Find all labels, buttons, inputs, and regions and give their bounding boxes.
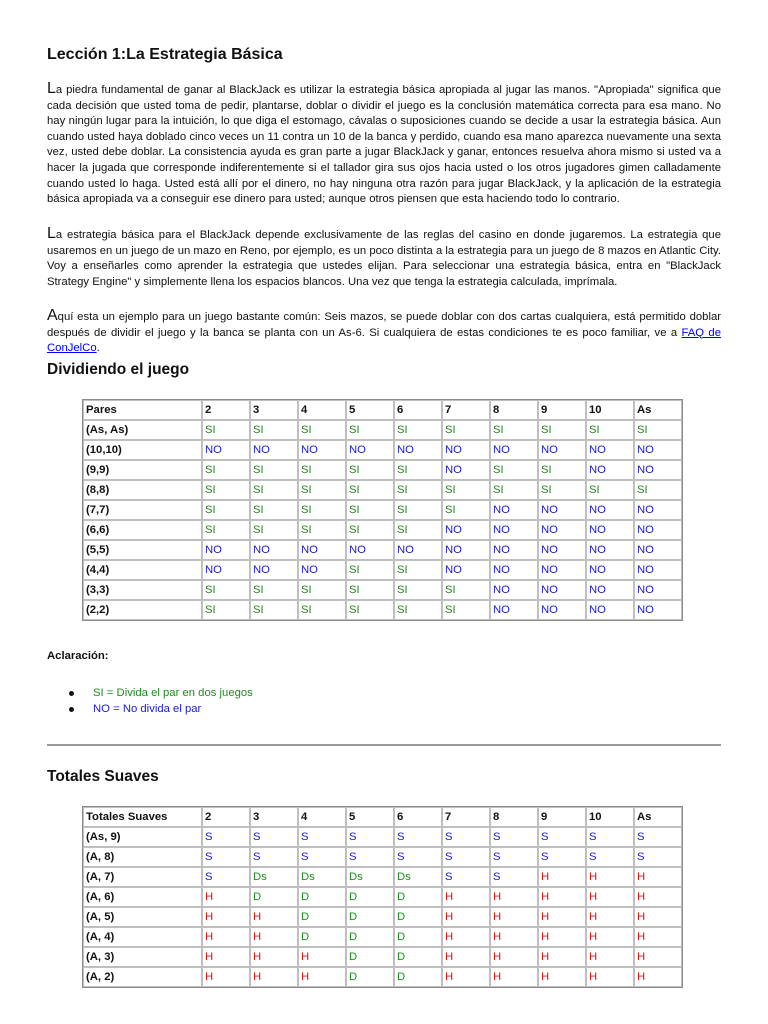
table-row: [83, 420, 682, 440]
table-cell: NO: [538, 440, 586, 460]
legend-item-si: [69, 685, 253, 701]
legend-text: SI = Divida el par en dos juegos: [93, 687, 253, 699]
table-cell: NO: [586, 520, 634, 540]
section-divider: [47, 744, 721, 746]
table-cell: D: [346, 947, 394, 967]
row-hand: (5,5): [83, 540, 202, 560]
table-cell: NO: [634, 460, 682, 480]
table-cell: S: [442, 847, 490, 867]
table-cell: H: [586, 867, 634, 887]
faq-link[interactable]: FAQ de ConJelCo: [47, 326, 721, 355]
table-cell: D: [298, 907, 346, 927]
table-cell: H: [634, 907, 682, 927]
header-dealer-card: 5: [346, 807, 394, 827]
table-row: [83, 867, 682, 887]
table-cell: S: [634, 827, 682, 847]
header-dealer-card: 6: [394, 807, 442, 827]
table-cell: NO: [490, 440, 538, 460]
table-row: [83, 947, 682, 967]
table-cell: H: [538, 967, 586, 987]
table-cell: SI: [202, 500, 250, 520]
table-cell: D: [298, 927, 346, 947]
table-cell: H: [490, 947, 538, 967]
table-cell: SI: [586, 480, 634, 500]
table-cell: S: [250, 847, 298, 867]
soft-totals-table: [82, 806, 683, 988]
table-cell: SI: [346, 420, 394, 440]
table-cell: H: [634, 867, 682, 887]
table-cell: NO: [394, 440, 442, 460]
table-cell: SI: [298, 460, 346, 480]
table-cell: NO: [250, 560, 298, 580]
table-cell: SI: [346, 520, 394, 540]
table-row: [83, 887, 682, 907]
table-cell: S: [346, 827, 394, 847]
table-cell: S: [538, 827, 586, 847]
table-cell: SI: [202, 480, 250, 500]
table-cell: SI: [250, 600, 298, 620]
table-cell: SI: [538, 420, 586, 440]
table-cell: SI: [394, 500, 442, 520]
table-cell: SI: [490, 420, 538, 440]
table-cell: NO: [202, 540, 250, 560]
table-cell: H: [490, 907, 538, 927]
table-cell: Ds: [298, 867, 346, 887]
table-cell: SI: [250, 520, 298, 540]
table-row: [83, 560, 682, 580]
table-cell: H: [586, 947, 634, 967]
paragraph-example: [47, 307, 721, 357]
header-dealer-card: 10: [586, 807, 634, 827]
paragraph-text: a piedra fundamental de ganar al BlackJack es utilizar la estrategia básica apropiada al jugar las manos. "Apropiada" significa que cada decisión que usted toma de pedir, plantarse, doblar o dividir el juego es la conclusión matemática correcta para esa mano. No hay ningún lugar para la intuición, lo que diga el estomago, cávalas o suposiciones cuando se decide a usar la estrategia básica. Aun cuando usted haya doblado cinco veces un 11 contra un 10 de la banca y perdido, cuando esa mano aparezca nuevamente una sexta vez, usted debe doblar. La consistencia ayuda es gran parte a jugar BlackJack y ganar, entonces resuelva ahora mismo si usted va a hacer la jugada que corresponde indiferentemente si el tallador gira sus ojos hacia usted o los otros jugadores gimen calladamente cuando usted lo haga. Usted está allí por el dinero, no hay ninguna otra razón para jugar BlackJack, y la aplicación de la estrategia básica apropiada va a conseguir ese dinero para usted; aunque otros piensen que esta haciendo todo lo contrario.: [47, 84, 721, 206]
row-hand: (4,4): [83, 560, 202, 580]
table-cell: SI: [538, 460, 586, 480]
table-cell: SI: [394, 600, 442, 620]
header-dealer-card: 4: [298, 400, 346, 420]
table-cell: NO: [490, 580, 538, 600]
table-cell: H: [442, 967, 490, 987]
header-dealer-card: 10: [586, 400, 634, 420]
table-cell: SI: [346, 580, 394, 600]
table-cell: NO: [442, 460, 490, 480]
table-cell: S: [394, 827, 442, 847]
table-cell: SI: [442, 500, 490, 520]
table-cell: D: [346, 887, 394, 907]
table-cell: NO: [634, 440, 682, 460]
table-row: [83, 500, 682, 520]
row-hand: (A, 3): [83, 947, 202, 967]
row-hand: (2,2): [83, 600, 202, 620]
table-cell: NO: [442, 560, 490, 580]
soft-section-title: Totales Suaves: [47, 768, 159, 785]
table-cell: NO: [538, 560, 586, 580]
table-cell: H: [586, 907, 634, 927]
table-cell: H: [202, 947, 250, 967]
table-cell: SI: [298, 420, 346, 440]
table-cell: SI: [202, 420, 250, 440]
table-cell: SI: [298, 580, 346, 600]
table-cell: NO: [250, 440, 298, 460]
table-cell: SI: [394, 420, 442, 440]
table-row: [83, 580, 682, 600]
table-cell: SI: [346, 480, 394, 500]
table-row: [83, 927, 682, 947]
table-cell: NO: [634, 580, 682, 600]
table-cell: S: [202, 827, 250, 847]
header-dealer-card: 8: [490, 400, 538, 420]
table-cell: SI: [586, 420, 634, 440]
table-cell: H: [634, 967, 682, 987]
table-cell: SI: [634, 480, 682, 500]
table-cell: H: [298, 947, 346, 967]
table-cell: NO: [538, 540, 586, 560]
header-dealer-card: 8: [490, 807, 538, 827]
table-cell: D: [250, 887, 298, 907]
table-row: [83, 540, 682, 560]
row-hand: (7,7): [83, 500, 202, 520]
table-cell: H: [250, 967, 298, 987]
table-cell: D: [394, 947, 442, 967]
row-hand: (8,8): [83, 480, 202, 500]
table-cell: SI: [250, 460, 298, 480]
table-cell: NO: [442, 540, 490, 560]
header-dealer-card: 3: [250, 400, 298, 420]
table-cell: NO: [538, 520, 586, 540]
table-cell: H: [586, 887, 634, 907]
table-cell: SI: [298, 480, 346, 500]
table-cell: SI: [346, 460, 394, 480]
table-cell: D: [394, 927, 442, 947]
header-dealer-card: 7: [442, 807, 490, 827]
table-cell: H: [442, 947, 490, 967]
table-cell: H: [634, 927, 682, 947]
header-dealer-card: 2: [202, 400, 250, 420]
table-cell: D: [346, 907, 394, 927]
table-cell: NO: [202, 560, 250, 580]
table-cell: SI: [250, 580, 298, 600]
row-hand: (A, 4): [83, 927, 202, 947]
table-row: [83, 600, 682, 620]
table-cell: H: [634, 947, 682, 967]
table-row: [83, 440, 682, 460]
table-cell: SI: [298, 500, 346, 520]
table-cell: H: [538, 887, 586, 907]
table-cell: SI: [394, 480, 442, 500]
table-cell: H: [586, 967, 634, 987]
table-cell: S: [490, 847, 538, 867]
drop-initial: L: [47, 225, 56, 242]
paragraph-text-end: .: [96, 342, 100, 355]
table-row: [83, 460, 682, 480]
table-cell: H: [442, 927, 490, 947]
table-cell: SI: [442, 480, 490, 500]
table-cell: S: [298, 827, 346, 847]
table-cell: H: [490, 927, 538, 947]
table-cell: NO: [490, 500, 538, 520]
table-cell: NO: [346, 540, 394, 560]
header-dealer-card: 9: [538, 400, 586, 420]
table-cell: Ds: [394, 867, 442, 887]
header-dealer-card: 9: [538, 807, 586, 827]
table-cell: H: [202, 967, 250, 987]
table-cell: H: [202, 887, 250, 907]
table-cell: SI: [490, 460, 538, 480]
table-cell: SI: [250, 480, 298, 500]
table-cell: H: [586, 927, 634, 947]
paragraph-strategy: [47, 225, 721, 290]
table-cell: NO: [586, 440, 634, 460]
table-cell: SI: [490, 480, 538, 500]
table-cell: S: [250, 827, 298, 847]
table-cell: H: [442, 907, 490, 927]
table-cell: NO: [538, 600, 586, 620]
table-cell: SI: [202, 520, 250, 540]
table-cell: S: [298, 847, 346, 867]
table-cell: NO: [538, 500, 586, 520]
table-cell: S: [586, 847, 634, 867]
table-cell: NO: [634, 500, 682, 520]
drop-initial: A: [47, 307, 58, 324]
table-cell: SI: [346, 500, 394, 520]
header-dealer-card: As: [634, 400, 682, 420]
table-cell: SI: [634, 420, 682, 440]
table-cell: S: [538, 847, 586, 867]
table-row: [83, 847, 682, 867]
legend-text: NO = No divida el par: [93, 703, 202, 715]
table-cell: SI: [394, 460, 442, 480]
table-cell: NO: [634, 520, 682, 540]
table-cell: S: [394, 847, 442, 867]
table-cell: S: [442, 827, 490, 847]
table-cell: D: [298, 887, 346, 907]
table-cell: D: [346, 927, 394, 947]
row-hand: (10,10): [83, 440, 202, 460]
split-table: [82, 399, 683, 621]
paragraph-text: quí esta un ejemplo para un juego bastante común: Seis mazos, se puede doblar con dos cartas cualquiera, está permitido doblar después de dividir el juego y la banca se planta con un As-6. Si cualquiera de estas condiciones te es poco familiar, ve a: [47, 311, 721, 339]
lesson-title: Lección 1:La Estrategia Básica: [47, 46, 283, 63]
header-hand: Pares: [83, 400, 202, 420]
table-cell: NO: [202, 440, 250, 460]
table-cell: SI: [394, 520, 442, 540]
table-cell: SI: [346, 600, 394, 620]
table-row: [83, 520, 682, 540]
header-hand: Totales Suaves: [83, 807, 202, 827]
table-cell: NO: [298, 540, 346, 560]
row-hand: (6,6): [83, 520, 202, 540]
table-cell: S: [442, 867, 490, 887]
table-cell: NO: [490, 600, 538, 620]
table-cell: NO: [442, 440, 490, 460]
row-hand: (A, 6): [83, 887, 202, 907]
table-cell: H: [538, 867, 586, 887]
table-cell: S: [202, 847, 250, 867]
table-cell: SI: [202, 580, 250, 600]
table-cell: NO: [634, 560, 682, 580]
table-cell: H: [250, 927, 298, 947]
table-cell: H: [538, 947, 586, 967]
table-cell: NO: [586, 600, 634, 620]
table-cell: S: [346, 847, 394, 867]
table-cell: D: [346, 967, 394, 987]
table-row: [83, 480, 682, 500]
split-section-title: Dividiendo el juego: [47, 361, 190, 378]
table-cell: D: [394, 887, 442, 907]
table-cell: SI: [442, 580, 490, 600]
table-cell: H: [442, 887, 490, 907]
row-hand: (As, As): [83, 420, 202, 440]
table-cell: D: [394, 907, 442, 927]
table-cell: H: [202, 907, 250, 927]
table-cell: H: [634, 887, 682, 907]
row-hand: (3,3): [83, 580, 202, 600]
drop-initial: L: [47, 80, 56, 97]
table-cell: SI: [298, 520, 346, 540]
table-cell: NO: [586, 500, 634, 520]
table-cell: SI: [442, 600, 490, 620]
table-cell: NO: [394, 540, 442, 560]
header-dealer-card: 4: [298, 807, 346, 827]
table-cell: SI: [394, 560, 442, 580]
table-cell: S: [634, 847, 682, 867]
header-dealer-card: 5: [346, 400, 394, 420]
table-cell: SI: [298, 600, 346, 620]
header-dealer-card: As: [634, 807, 682, 827]
paragraph-text: a estrategia básica para el BlackJack depende exclusivamente de las reglas del casino en donde jugaremos. La estrategia que usaremos en un juego de un mazo en Reno, por ejemplo, es un poco distinta a la estrategia para un juego de 8 mazos en Atlantic City. Voy a enseñarles como aprender la estrategia que ustedes elijan. Para seleccionar una estrategia básica, entra en "BlackJack Strategy Engine" y simplemente llena los espacios blancos. Una vez que tenga la estrategia calculada, imprímala.: [47, 229, 721, 288]
table-cell: NO: [490, 520, 538, 540]
table-cell: NO: [586, 560, 634, 580]
header-dealer-card: 2: [202, 807, 250, 827]
table-cell: NO: [298, 440, 346, 460]
header-dealer-card: 6: [394, 400, 442, 420]
legend-item-no: [69, 701, 253, 717]
table-cell: NO: [442, 520, 490, 540]
row-hand: (9,9): [83, 460, 202, 480]
table-row: [83, 967, 682, 987]
table-cell: NO: [490, 540, 538, 560]
table-header-row: [83, 400, 682, 420]
table-cell: NO: [586, 460, 634, 480]
table-cell: D: [394, 967, 442, 987]
table-cell: S: [490, 827, 538, 847]
table-cell: SI: [394, 580, 442, 600]
table-cell: H: [298, 967, 346, 987]
table-cell: H: [250, 907, 298, 927]
table-header-row: [83, 807, 682, 827]
table-cell: H: [538, 927, 586, 947]
table-row: [83, 907, 682, 927]
table-row: [83, 827, 682, 847]
table-cell: Ds: [250, 867, 298, 887]
table-cell: H: [250, 947, 298, 967]
table-cell: H: [202, 927, 250, 947]
row-hand: (A, 2): [83, 967, 202, 987]
header-dealer-card: 7: [442, 400, 490, 420]
table-cell: NO: [490, 560, 538, 580]
row-hand: (A, 8): [83, 847, 202, 867]
legend-list: [69, 685, 253, 717]
paragraph-intro: [47, 80, 721, 208]
bullet-icon: [69, 691, 74, 696]
table-cell: NO: [586, 580, 634, 600]
legend-title: Aclaración:: [47, 650, 109, 662]
bullet-icon: [69, 707, 74, 712]
table-cell: NO: [538, 580, 586, 600]
table-cell: SI: [250, 500, 298, 520]
table-cell: SI: [202, 600, 250, 620]
row-hand: (A, 7): [83, 867, 202, 887]
table-cell: SI: [538, 480, 586, 500]
table-cell: NO: [634, 600, 682, 620]
table-cell: NO: [586, 540, 634, 560]
table-cell: Ds: [346, 867, 394, 887]
table-cell: S: [586, 827, 634, 847]
table-cell: H: [490, 967, 538, 987]
table-cell: SI: [442, 420, 490, 440]
table-cell: SI: [250, 420, 298, 440]
table-cell: S: [490, 867, 538, 887]
header-dealer-card: 3: [250, 807, 298, 827]
table-cell: NO: [250, 540, 298, 560]
table-cell: NO: [298, 560, 346, 580]
table-cell: S: [202, 867, 250, 887]
table-cell: H: [490, 887, 538, 907]
table-cell: SI: [346, 560, 394, 580]
row-hand: (A, 5): [83, 907, 202, 927]
table-cell: NO: [634, 540, 682, 560]
table-cell: H: [538, 907, 586, 927]
row-hand: (As, 9): [83, 827, 202, 847]
table-cell: NO: [346, 440, 394, 460]
table-cell: SI: [202, 460, 250, 480]
